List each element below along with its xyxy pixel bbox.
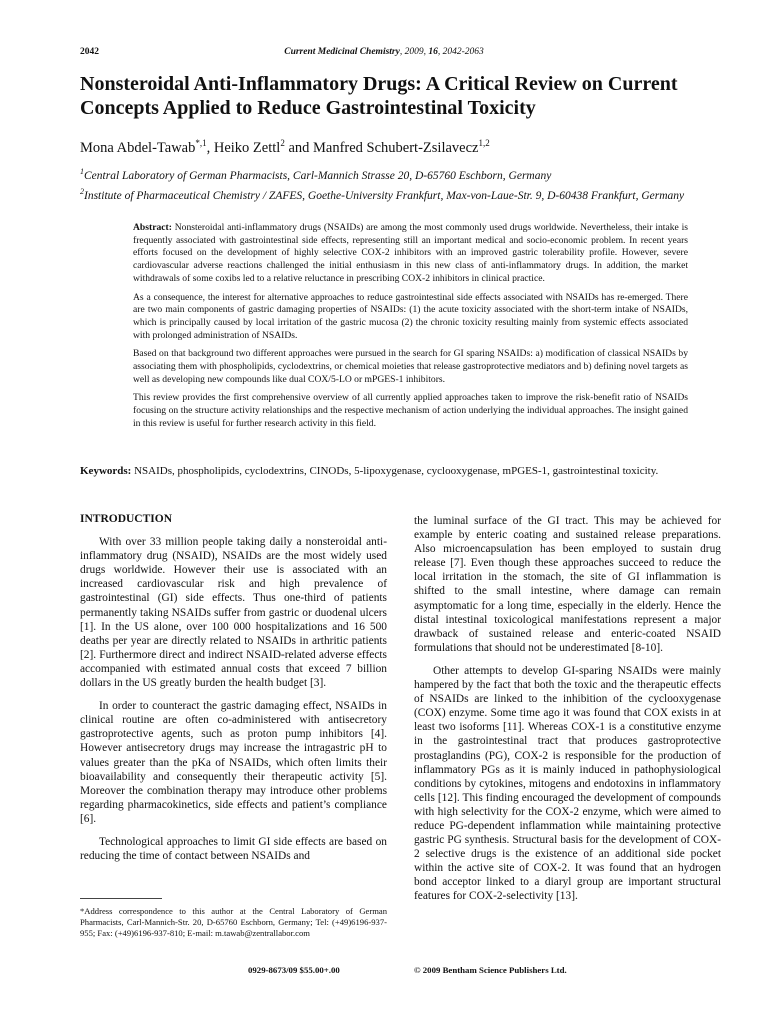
abstract-paragraph: Based on that background two different approaches were pursued in the search for GI sparing NSAIDs: a) modification of classical NSAIDs by associating them with phospholipids, cyclodextrins, or chemical moieties that release gastroprotective mediators and b) defining novel targets as well as developing new compounds like dual COX/5-LO or mPGES-1 inhibitors. xyxy=(133,348,688,385)
affiliation: $^1$Central Laboratory of German Pharmacists, Carl-Mannich Strasse 20, D-65760 Eschborn, Germany xyxy=(80,167,552,182)
left-column xyxy=(80,512,387,872)
abstract xyxy=(133,222,688,437)
right-column xyxy=(414,514,721,913)
affiliation: $^2$Institute of Pharmaceutical Chemistry / ZAFES, Goethe-University Frankfurt, Max-von-Laue-Str. 9, D-60438 Frankfurt, Germany xyxy=(80,187,685,202)
author-name: Heiko Zettl xyxy=(213,139,281,156)
abstract-paragraph: Abstract: Nonsteroidal anti-inflammatory drugs (NSAIDs) are among the most commonly used drugs worldwide. Nevertheless, their intake is frequently associated with gastrointestinal side effects, representing still an important medical and socio-economic problem. In recent years efforts focused on the development of highly selective COX-2 inhibitors with an improved gastric tolerability profile. However, severe cardiovascular adverse reactions challenged the initial enthusiasm in this new class of anti-inflammatory drugs. In addition, the market withdrawals of some coxibs led to a relative reluctance in prescribing COX-2 inhibitors in clinical practice. xyxy=(133,222,688,284)
body-paragraph: In order to counteract the gastric damaging effect, NSAIDs in clinical routine are often co-administered with antisecretory gastroprotective agents, such as proton pump inhibitors [4]. However antisecretory drugs may increase the intragastric pH to values greater than the pKa of NSAIDs, which often limits their bioavailability and consequently their therapeutic activity [5]. Moreover the combination therapy may introduce other problems regarding pharmacokinetics, side effects and patient’s compliance [6]. xyxy=(80,700,387,825)
journal-volume: 16 xyxy=(428,47,438,57)
abstract-label: Abstract: xyxy=(133,222,172,233)
body-paragraph: the luminal surface of the GI tract. This may be achieved for example by enteric coating and sustained release preparations. Also microencapsulation has been employed to sustain drug release [7]. Even though these approaches succeed to reduce the local irritation in the stomach, the site of GI inflammation is shifted to the small intestine, where damage can remain asymptomatic for a long time, especially in the elderly. Hence the distal intestinal toxicological manifestations represent a major drawback of sustained release and enteric-coated NSAID formulations that should not be underestimated [8-10]. xyxy=(414,515,721,654)
issn-price: 0929-8673/09 $55.00+.00 xyxy=(248,965,340,975)
page-number: 2042 xyxy=(80,47,99,57)
body-paragraph: With over 33 million people taking daily a nonsteroidal anti-inflammatory drug (NSAID), NSAIDs are the most widely used drugs worldwide. However their use is associated with an increased cardiovascular risk and high prevalence of gastrointestinal (GI) side effects. Thus one-third of patients permanently taking NSAIDs suffer from gastric or duodenal ulcers [1]. In the US alone, over 100 000 hospitalizations and 16 500 deaths per year are directly related to NSAIDs in arthritic patients [2]. Furthermore direct and indirect NSAID-related adverse effects accompanied with estimated annual costs that exceed 7 billion dollars in the US greatly burden the health budget [3]. xyxy=(80,536,387,690)
journal-name: Current Medicinal Chemistry xyxy=(284,47,400,57)
section-heading: INTRODUCTION xyxy=(80,513,173,525)
article-title: Nonsteroidal Anti-Inflammatory Drugs: A Critical Review on Current Concepts Applied to Reduce Gastrointestinal Toxicity xyxy=(80,73,678,119)
abstract-paragraph: This review provides the first comprehensive overview of all currently applied approaches taken to improve the risk-benefit ratio of NSAIDs focusing on the structure activity relationships and the respective mechanism of action underlying the individual approaches. The insight gained in this review is useful for further research activity in this field. xyxy=(133,392,688,429)
author-name: Manfred Schubert-Zsilavecz xyxy=(313,139,479,156)
keywords-label: Keywords: xyxy=(80,465,132,477)
keywords: Keywords: NSAIDs, phospholipids, cyclodextrins, CINODs, 5-lipoxygenase, cyclooxygenase, mPGES-1, gastrointestinal toxicity. xyxy=(80,465,659,477)
body-paragraph: Other attempts to develop GI-sparing NSAIDs were mainly hampered by the fact that both the toxic and the therapeutic effects of NSAIDs are linked to the inhibition of the cyclooxygenase (COX) enzyme. Some time ago it was found that COX exists in at least two isoforms [11]. Whereas COX-1 is a constitutive enzyme in the gastrointestinal tract that produces gastroprotective prostaglandins (PG), COX-2 is responsible for the production of inflammatory PGs as it is mainly induced in pathophysiological conditions by cytokines, mitogens and endotoxins in inflammatory cells [12]. This finding encouraged the development of compounds with high selectivity for the COX-2 enzyme, which were aimed to reduce PG-dependent inflammation while maintaining protective gastric PG synthesis. Structural basis for the development of COX-2 selective drugs is the existence of an additional side pocket within the active site of COX-2. It was found that an hydrogen bond acceptor linked to a diaryl group are important structural features for COX-2-selectivity [13]. xyxy=(414,664,721,903)
correspondence-footnote: *Address correspondence to this author at the Central Laboratory of German Pharmacists, Carl-Mannich-Str. 20, D-65760 Eschborn, Germany; Tel: (+49)6196-937-955; Fax: (+49)6196-937-810; E-mail: m.tawab@zentrallabor.com xyxy=(80,906,387,938)
author-list: Mona Abdel-Tawab$^{*,1}$, Heiko Zettl$^2$ and Manfred Schubert-Zsilavecz$^{1,2}$ xyxy=(80,138,490,156)
abstract-paragraph: As a consequence, the interest for alternative approaches to reduce gastrointestinal side effects associated with NSAIDs has re-emerged. There are two main components of gastric damaging properties of NSAIDs: (1) the acute toxicity associated with the short-term intake of NSAIDs, which is principally caused by local irritation of the gastric mucosa (2) the chronic toxicity resulting mainly from systemic effects associated with prolonged administration of NSAIDs. xyxy=(133,291,688,341)
body-paragraph: Technological approaches to limit GI side effects are based on reducing the time of contact between NSAIDs and xyxy=(80,835,387,863)
running-header: Current Medicinal Chemistry, 2009, 16, 2042-2063 xyxy=(284,47,484,57)
author-name: Mona Abdel-Tawab xyxy=(80,139,196,156)
footnote-divider xyxy=(80,898,162,899)
copyright-notice: © 2009 Bentham Science Publishers Ltd. xyxy=(414,965,567,975)
